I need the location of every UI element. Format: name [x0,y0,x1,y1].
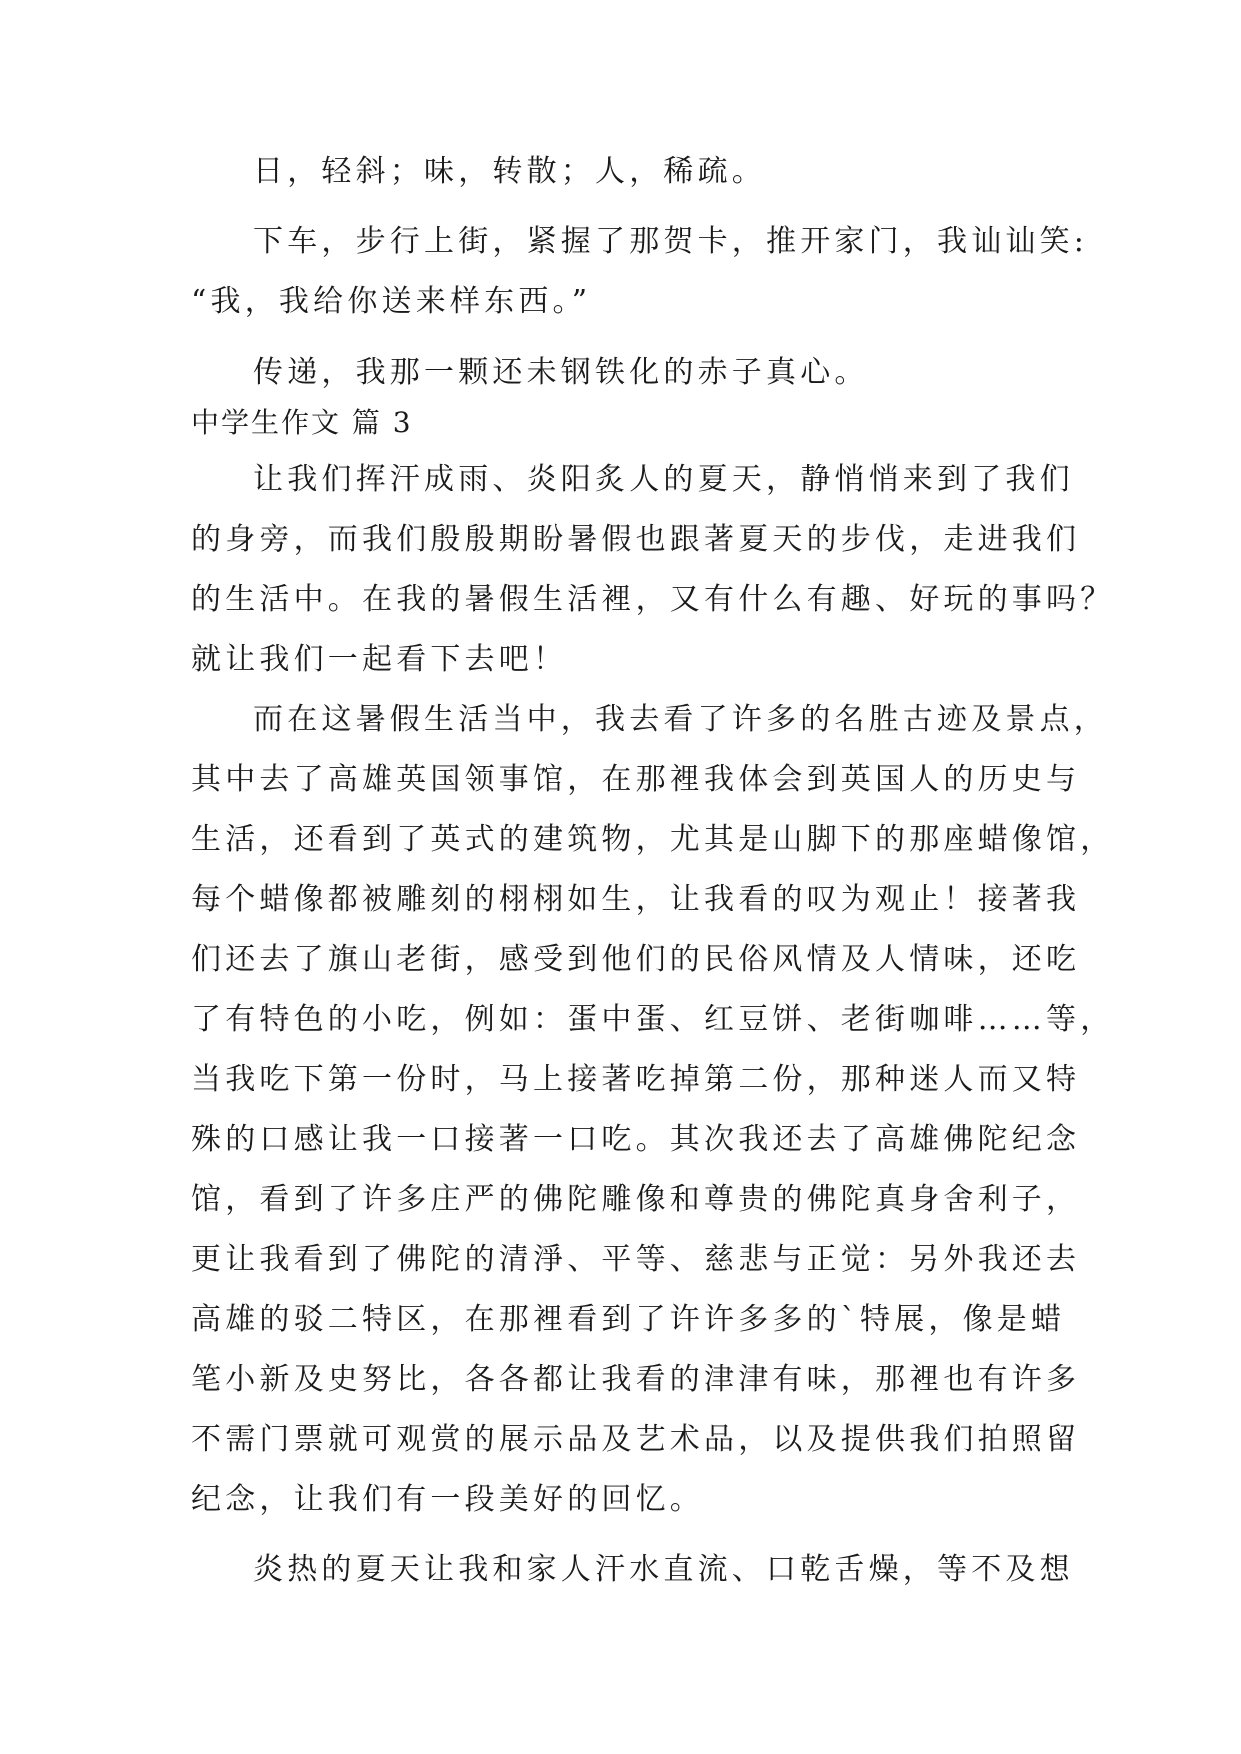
section-heading: 中学生作文 篇 3 [191,406,413,439]
text-line: 纪念，让我们有一段美好的回忆。 [191,1482,704,1517]
text-line: 更让我看到了佛陀的清淨、平等、慈悲与正觉：另外我还去 [191,1242,1081,1277]
text-line: 了有特色的小吃，例如：蛋中蛋、红豆饼、老街咖啡……等， [191,1002,1115,1037]
text-line: 日，轻斜；味，转散；人，稀疏。 [253,154,766,189]
text-line: 炎热的夏天让我和家人汗水直流、口乾舌燥，等不及想 [253,1552,1074,1587]
text-line: 们还去了旗山老街，感受到他们的民俗风情及人情味，还吃 [191,942,1081,977]
text-line: 其中去了高雄英国领事馆，在那裡我体会到英国人的历史与 [191,762,1081,797]
text-line: 殊的口感让我一口接著一口吃。其次我还去了高雄佛陀纪念 [191,1122,1081,1157]
text-line: 就让我们一起看下去吧！ [191,642,568,677]
text-line: 让我们挥汗成雨、炎阳炙人的夏天，静悄悄来到了我们 [253,462,1074,497]
text-line: 当我吃下第一份时，马上接著吃掉第二份，那种迷人而又特 [191,1062,1081,1097]
text-line: 而在这暑假生活当中，我去看了许多的名胜古迹及景点， [253,702,1108,737]
text-line: 生活，还看到了英式的建筑物，尤其是山脚下的那座蜡像馆， [191,822,1115,857]
text-line: 传递，我那一颗还未钢铁化的赤子真心。 [253,355,869,390]
text-line: 下车，步行上街，紧握了那贺卡，推开家门，我讪讪笑: [253,224,1089,259]
text-line: “我，我给你送来样东西。” [191,284,592,319]
text-line: 每个蜡像都被雕刻的栩栩如生，让我看的叹为观止！接著我 [191,882,1081,917]
text-line: 高雄的驳二特区，在那裡看到了许许多多的`特展，像是蜡 [191,1302,1066,1337]
text-line: 的生活中。在我的暑假生活裡，又有什么有趣、好玩的事吗？ [191,582,1115,617]
text-line: 馆，看到了许多庄严的佛陀雕像和尊贵的佛陀真身舍利子， [191,1182,1081,1217]
text-line: 笔小新及史努比，各各都让我看的津津有味，那裡也有许多 [191,1362,1081,1397]
text-line: 的身旁，而我们殷殷期盼暑假也跟著夏天的步伐，走进我们 [191,522,1081,557]
text-line: 不需门票就可观赏的展示品及艺术品，以及提供我们拍照留 [191,1422,1081,1457]
